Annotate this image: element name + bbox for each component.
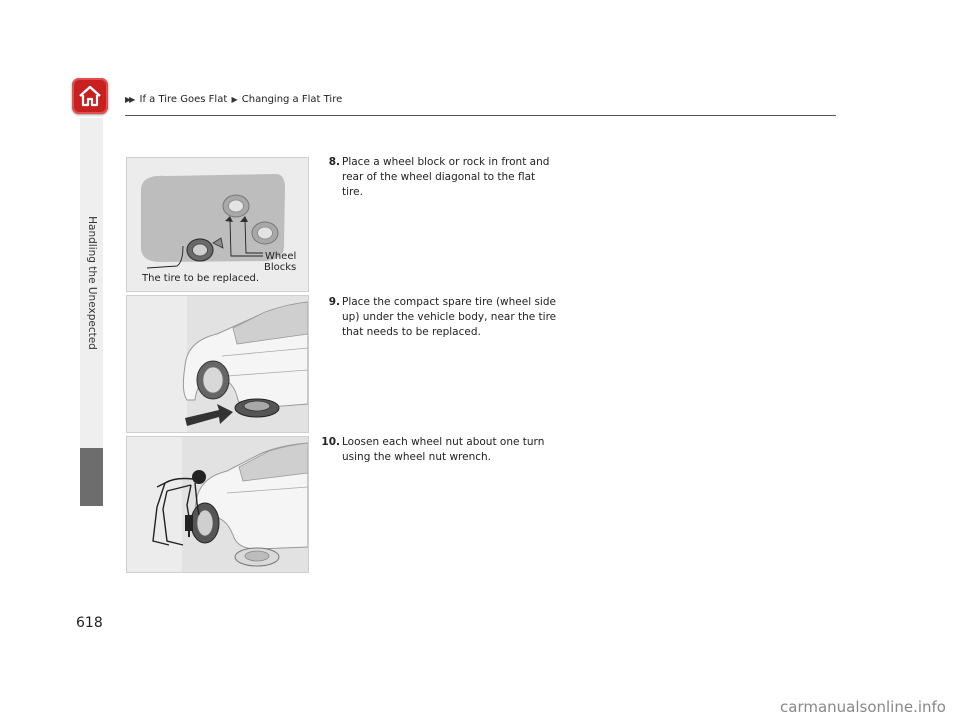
- section-tab[interactable]: [80, 448, 103, 506]
- loosen-wheel-nuts-illustration: [126, 436, 309, 573]
- breadcrumb-link-changing-flat-tire[interactable]: Changing a Flat Tire: [241, 94, 343, 105]
- breadcrumb-arrow-icon: ▶: [231, 95, 238, 104]
- step-text: Loosen each wheel nut about one turn using the wheel nut wrench.: [342, 436, 545, 463]
- breadcrumb-link-flat-tire[interactable]: If a Tire Goes Flat: [139, 94, 228, 105]
- step-9: [320, 295, 560, 340]
- step-text: Place the compact spare tire (wheel side up) under the vehicle body, near the tire that needs to be replaced.: [342, 296, 557, 338]
- step-8: [320, 155, 560, 200]
- label-wheel-blocks: Wheel Blocks: [264, 251, 297, 273]
- section-label: Handling the Unexpected: [85, 216, 98, 350]
- watermark: carmanualsonline.info: [780, 698, 946, 716]
- step-number: 8.: [328, 156, 340, 168]
- step-number: 9.: [328, 296, 340, 308]
- header-divider: [125, 115, 836, 116]
- step-text: Place a wheel block or rock in front and rear of the wheel diagonal to the flat tire.: [342, 156, 550, 198]
- step-10: [320, 435, 560, 465]
- label-tire-to-replace: The tire to be replaced.: [142, 273, 260, 284]
- breadcrumb-double-arrow-icon: ▶▶: [125, 95, 134, 104]
- breadcrumb: [125, 94, 342, 105]
- step-number: 10.: [321, 436, 340, 448]
- page-number: 618: [76, 615, 103, 631]
- home-icon: [77, 83, 103, 109]
- spare-tire-placement-illustration: [126, 295, 309, 433]
- wheel-block-diagram: [126, 157, 309, 292]
- home-button[interactable]: [72, 78, 108, 114]
